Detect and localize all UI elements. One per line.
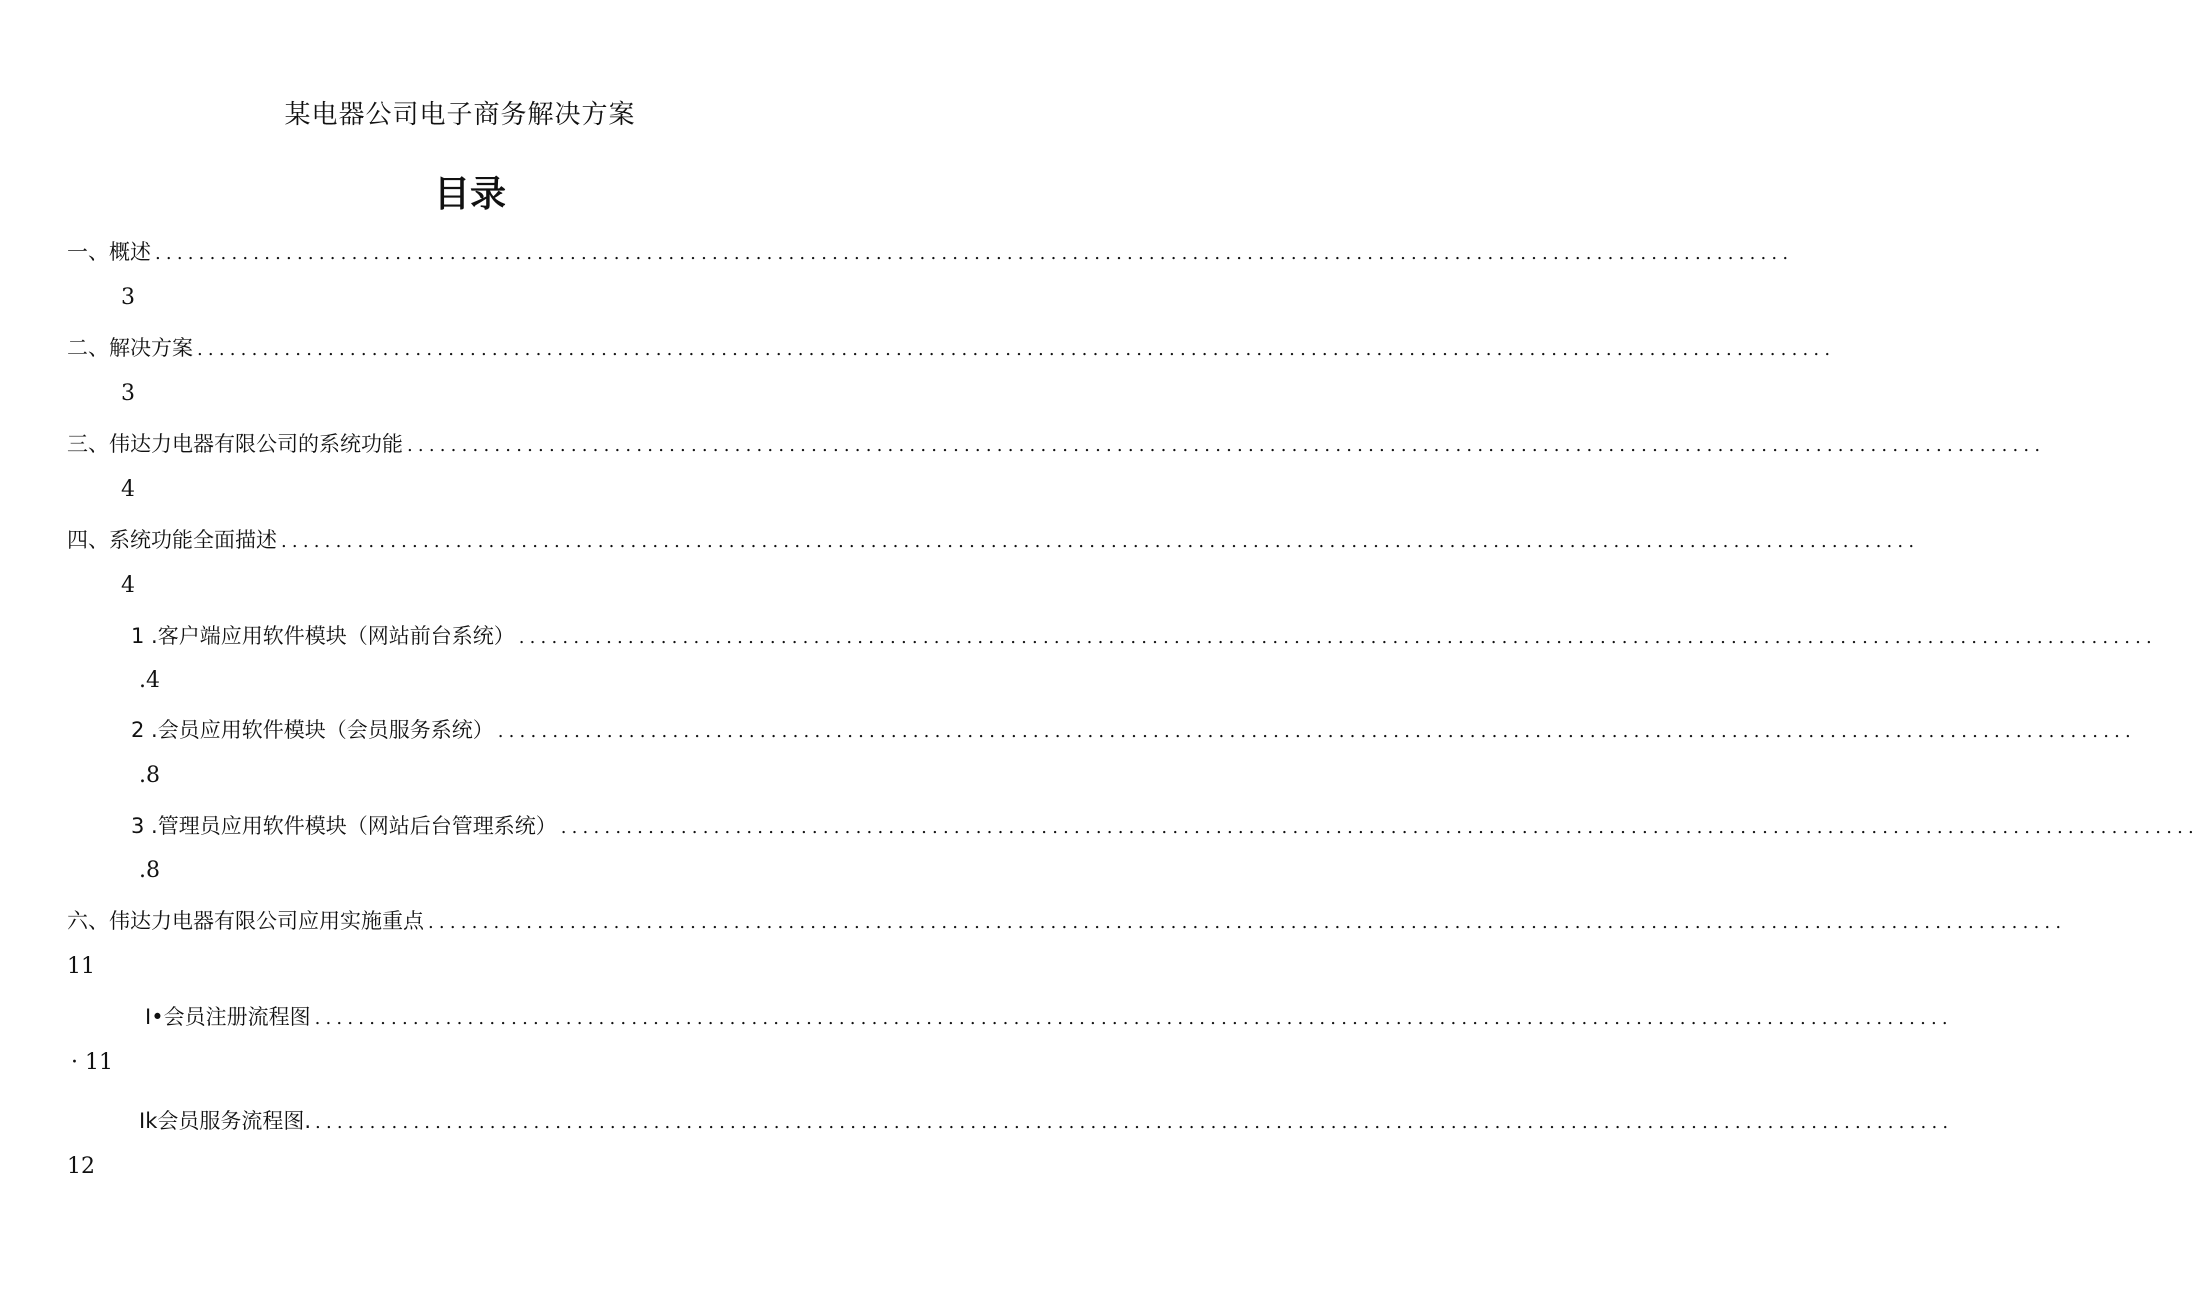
toc-entry-label: 三、伟达力电器有限公司的系统功能 bbox=[67, 432, 403, 456]
toc-entry-page: .8 bbox=[139, 858, 160, 883]
toc-entry-page: 3 bbox=[121, 285, 135, 310]
toc-entry-page: 3 bbox=[121, 381, 135, 406]
toc-entry-label: 二、解决方案 bbox=[67, 336, 193, 360]
toc-entry-page: 11 bbox=[67, 954, 95, 979]
toc-entry-page: 4 bbox=[121, 477, 135, 502]
toc-heading: 目录 bbox=[433, 174, 506, 215]
toc-entry-page: 12 bbox=[67, 1154, 95, 1179]
toc-entry-page: .8 bbox=[139, 763, 160, 788]
toc-entry-label: 四、系统功能全面描述 bbox=[67, 528, 277, 552]
toc-entry[interactable] bbox=[67, 332, 1836, 362]
toc-entry-label: Ik会员服务流程图. bbox=[139, 1109, 312, 1133]
toc-entry[interactable] bbox=[67, 524, 1920, 554]
toc-leader-dots: ...................................................................................................................................................... bbox=[197, 339, 1836, 360]
toc-entry[interactable] bbox=[131, 620, 2157, 650]
toc-leader-dots: ...................................................................................................................................................... bbox=[518, 627, 2157, 648]
toc-leader-dots: ...................................................................................................................................................... bbox=[407, 435, 2046, 456]
toc-entry[interactable] bbox=[67, 428, 2046, 458]
toc-entry-label: I•会员注册流程图 bbox=[145, 1005, 311, 1029]
toc-entry[interactable] bbox=[131, 714, 2136, 744]
toc-entry-label: 1 .客户端应用软件模块（网站前台系统） bbox=[131, 624, 515, 648]
toc-entry[interactable] bbox=[131, 810, 2199, 840]
toc-entry-label: 六、伟达力电器有限公司应用实施重点 bbox=[67, 909, 424, 933]
toc-entry[interactable] bbox=[67, 236, 1794, 266]
toc-entry[interactable] bbox=[145, 1001, 1953, 1031]
toc-entry-page: .4 bbox=[139, 668, 160, 693]
toc-entry-label: 2 .会员应用软件模块（会员服务系统） bbox=[131, 718, 494, 742]
toc-entry[interactable] bbox=[67, 905, 2067, 935]
toc-leader-dots: ...................................................................................................................................................... bbox=[281, 531, 1920, 552]
toc-leader-dots: ...................................................................................................................................................... bbox=[155, 243, 1794, 264]
toc-entry-page: · 11 bbox=[71, 1050, 113, 1075]
toc-leader-dots: ...................................................................................................................................................... bbox=[315, 1112, 1954, 1133]
toc-entry[interactable] bbox=[139, 1105, 1954, 1135]
toc-leader-dots: ...................................................................................................................................................... bbox=[497, 721, 2136, 742]
toc-leader-dots: ...................................................................................................................................................... bbox=[560, 817, 2199, 838]
document-title: 某电器公司电子商务解决方案 bbox=[284, 100, 636, 130]
toc-leader-dots: ...................................................................................................................................................... bbox=[428, 912, 2067, 933]
toc-entry-label: 3 .管理员应用软件模块（网站后台管理系统） bbox=[131, 814, 557, 838]
toc-entry-label: 一、概述 bbox=[67, 240, 151, 264]
toc-leader-dots: ...................................................................................................................................................... bbox=[314, 1008, 1953, 1029]
toc-entry-page: 4 bbox=[121, 573, 135, 598]
